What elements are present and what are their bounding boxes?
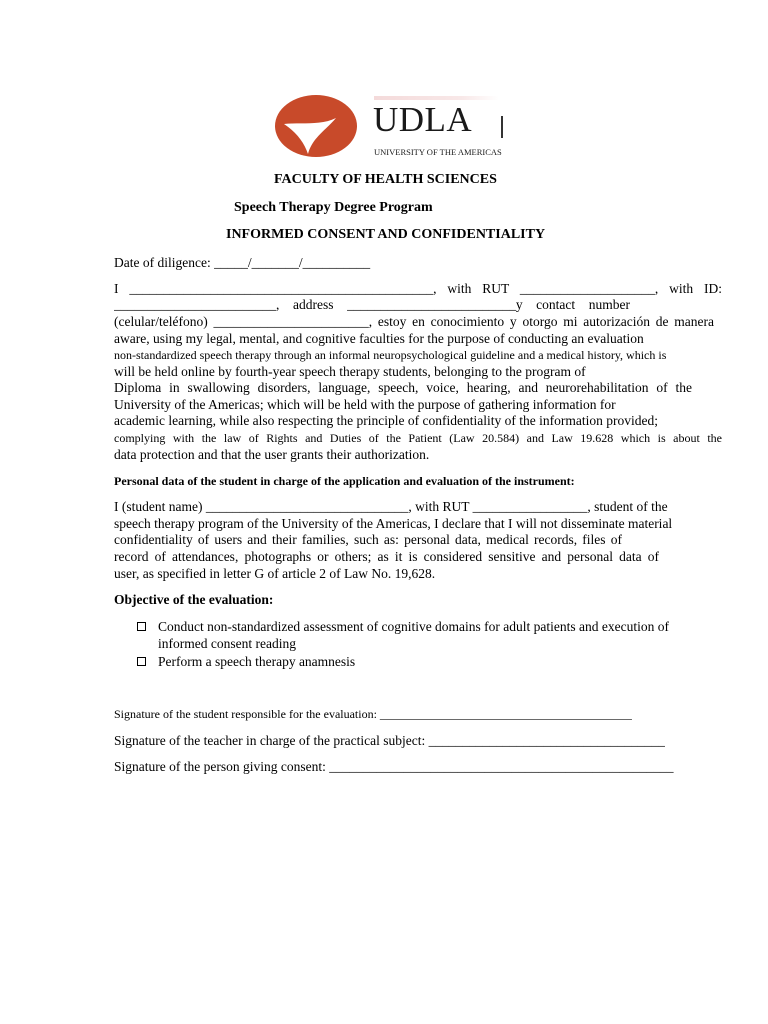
objective-item: Conduct non-standardized assessment of cognitive domains for adult patients and execution of xyxy=(158,619,669,634)
faculty-heading: FACULTY OF HEALTH SCIENCES xyxy=(274,172,497,187)
teacher-signature-line: Signature of the teacher in charge of the practical subject: ___________________________________ xyxy=(114,733,665,748)
consent-line: I _____________________________________________, with RUT ____________________, with ID: xyxy=(114,281,722,296)
student-line: record of attendances, photographs or others; as it is considered sensitive and personal data of xyxy=(114,549,659,564)
consent-line: aware, using my legal, mental, and cognitive faculties for the purpose of conducting an evaluation xyxy=(114,331,644,346)
bullet-checkbox-icon xyxy=(137,622,146,631)
udla-logo-mark-icon xyxy=(274,94,360,160)
udla-logo xyxy=(274,94,514,160)
logo-subtitle: UNIVERSITY OF THE AMERICAS xyxy=(374,147,502,157)
consent-line: University of the Americas; which will be held with the purpose of gathering information for xyxy=(114,397,616,412)
consent-line: academic learning, while also respecting the principle of confidentiality of the information provided; xyxy=(114,413,658,428)
student-line: speech therapy program of the University of the Americas, I declare that I will not disseminate material xyxy=(114,516,673,531)
date-line: Date of diligence: _____/_______/__________ xyxy=(114,255,371,270)
objective-item-continued: informed consent reading xyxy=(158,636,296,651)
student-line: I (student name) ______________________________, with RUT _________________, student of the xyxy=(114,499,668,514)
student-signature-line: Signature of the student responsible for the evaluation: __________________________________________ xyxy=(114,707,632,721)
consent-line: Diploma in swallowing disorders, language, speech, voice, hearing, and neurorehabilitation of the xyxy=(114,380,692,395)
consent-line: ________________________, address _________________________y contact number xyxy=(114,297,630,312)
consent-line: (celular/teléfono) _______________________, estoy en conocimiento y otorgo mi autorización de manera xyxy=(114,314,714,329)
bullet-checkbox-icon xyxy=(137,657,146,666)
personal-data-heading: Personal data of the student in charge of the application and evaluation of the instrument: xyxy=(114,474,575,488)
objective-heading: Objective of the evaluation: xyxy=(114,592,274,607)
consent-line: complying with the law of Rights and Duties of the Patient (Law 20.584) and Law 19.628 which is about the xyxy=(114,431,722,445)
logo-divider xyxy=(501,116,503,138)
consent-line: data protection and that the user grants their authorization. xyxy=(114,447,430,462)
program-heading: Speech Therapy Degree Program xyxy=(234,200,433,215)
logo-brand: UDLA xyxy=(373,100,473,139)
objective-item: Perform a speech therapy anamnesis xyxy=(158,654,356,669)
consenter-signature-line: Signature of the person giving consent: ___________________________________________________ xyxy=(114,759,674,774)
student-line: confidentiality of users and their families, such as: personal data, medical records, files of xyxy=(114,532,622,547)
document-title: INFORMED CONSENT AND CONFIDENTIALITY xyxy=(226,227,546,242)
consent-line: non-standardized speech therapy through an informal neuropsychological guideline and a medical history, which is xyxy=(114,348,667,362)
consent-line: will be held online by fourth-year speech therapy students, belonging to the program of xyxy=(114,364,586,379)
student-line: user, as specified in letter G of article 2 of Law No. 19,628. xyxy=(114,566,436,581)
